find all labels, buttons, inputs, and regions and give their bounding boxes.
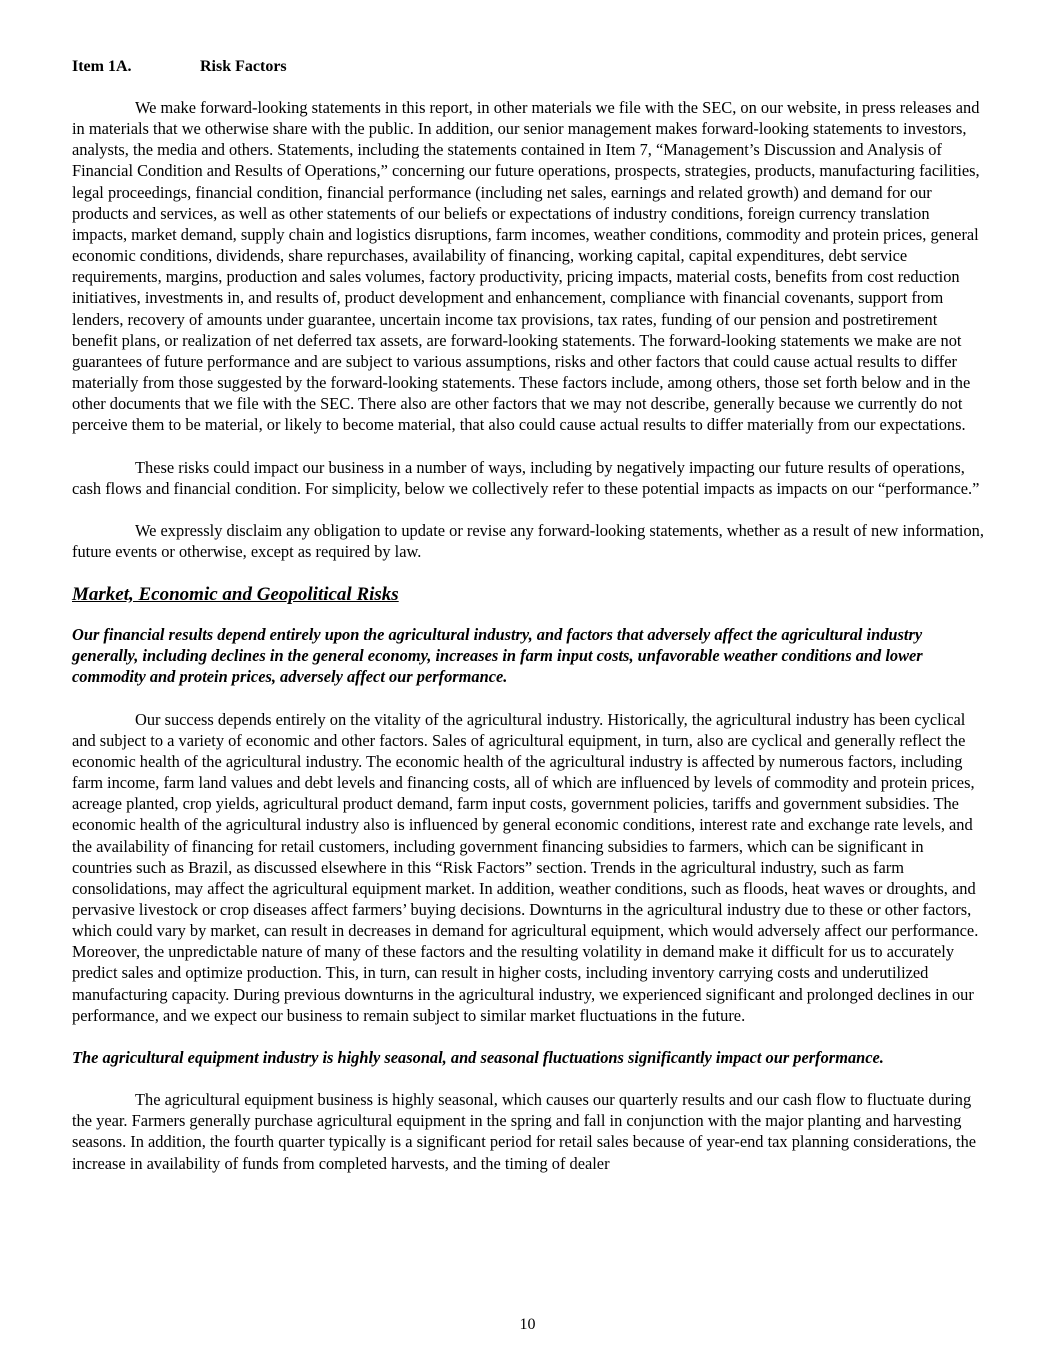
intro-paragraph: These risks could impact our business in a number of ways, including by negatively impacting our future results of operations, cash flows and financial condition. For simplicity, below we collectively refer to these potential impacts as impacts on our “performance.” <box>72 457 980 498</box>
document-page <box>72 56 986 1195</box>
risk-body: Our success depends entirely on the vitality of the agricultural industry. Historically, the agricultural industry has been cyclical and subject to a variety of economic and other factors. Sales of agricultural equipment, in turn, also are cyclical and generally reflect the economic health of the agricultural industry. The economic health of the agricultural industry is affected by numerous factors, including farm income, farm land values and debt levels and financing costs, all of which are influenced by levels of commodity and protein prices, acreage planted, crop yields, agricultural product demand, farm input costs, government policies, tariffs and government subsidies. The economic health of the agricultural industry also is influenced by general economic conditions, interest rate and exchange rate levels, and the availability of financing for retail customers, including government financing subsidies to farmers, which can be significant in countries such as Brazil, as discussed elsewhere in this “Risk Factors” section. Trends in the agricultural industry, such as farm consolidations, may affect the agricultural equipment market. In addition, weather conditions, such as floods, heat waves or droughts, and pervasive livestock or crop diseases affect farmers’ buying decisions. Downturns in the agricultural industry due to these or other factors, which could vary by market, can result in decreases in demand for agricultural equipment, which would adversely affect our performance. Moreover, the unpredictable nature of many of these factors and the resulting volatility in demand make it difficult for us to accurately predict sales and optimize production. This, in turn, can result in higher costs, including inventory carrying costs and underutilized manufacturing capacity. During previous downturns in the agricultural industry, we experienced significant and prolonged declines in our performance, and we expect our business to remain subject to similar market fluctuations in the future. <box>72 709 979 1025</box>
risk-heading: The agricultural equipment industry is highly seasonal, and seasonal fluctuations significantly impact our performance. <box>72 1047 884 1067</box>
risk-body: The agricultural equipment business is highly seasonal, which causes our quarterly results and our cash flow to fluctuate during the year. Farmers generally purchase agricultural equipment in the spring and fall in conjunction with the major planting and harvesting seasons. In addition, the fourth quarter typically is a significant period for retail sales because of year-end tax planning considerations, the increase in availability of funds from completed harvests, and the timing of dealer <box>72 1090 977 1173</box>
intro-paragraph: We expressly disclaim any obligation to update or revise any forward-looking statements, whether as a result of new information, future events or otherwise, except as required by law. <box>72 520 984 561</box>
risk-heading: Our financial results depend entirely upon the agricultural industry, and factors that adversely affect the agricultural industry generally, including declines in the general economy, increases in farm input costs, unfavorable weather conditions and lower commodity and protein prices, adversely affect our performance. <box>72 625 923 687</box>
page-number: 10 <box>519 1316 536 1333</box>
section-title: Market, Economic and Geopolitical Risks <box>72 584 399 606</box>
item-title: Risk Factors <box>200 58 287 75</box>
item-number: Item 1A. <box>72 58 132 75</box>
item-heading <box>72 56 986 77</box>
intro-paragraph: We make forward-looking statements in this report, in other materials we file with the SEC, on our website, in press releases and in materials that we otherwise share with the public. In addition, our senior management makes forward-looking statements to investors, analysts, the media and others. Statements, including the statements contained in Item 7, “Management’s Discussion and Analysis of Financial Condition and Results of Operations,” concerning our future operations, prospects, strategies, products, manufacturing facilities, legal proceedings, financial condition, financial performance (including net sales, earnings and related growth) and demand for our products and services, as well as other statements of our beliefs or expectations of industry conditions, foreign currency translation impacts, market demand, supply chain and logistics disruptions, farm incomes, weather conditions, commodity and protein prices, general economic conditions, dividends, share repurchases, availability of financing, working capital, capital expenditures, debt service requirements, margins, production and sales volumes, factory productivity, pricing impacts, material costs, benefits from cost reduction initiatives, investments in, and results of, product development and enhancement, compliance with financial covenants, support from lenders, recovery of amounts under guarantee, uncertain income tax provisions, tax rates, funding of our pension and postretirement benefit plans, or realization of net deferred tax assets, are forward-looking statements. The forward-looking statements we make are not guarantees of future performance and are subject to various assumptions, risks and other factors that could cause actual results to differ materially from those suggested by the forward-looking statements. These factors include, among others, those set forth below and in the other documents that we file with the SEC. There also are other factors that we may not describe, generally because we currently do not perceive them to be material, or likely to become material, that also could cause actual results to differ materially from our expectations. <box>72 98 980 435</box>
